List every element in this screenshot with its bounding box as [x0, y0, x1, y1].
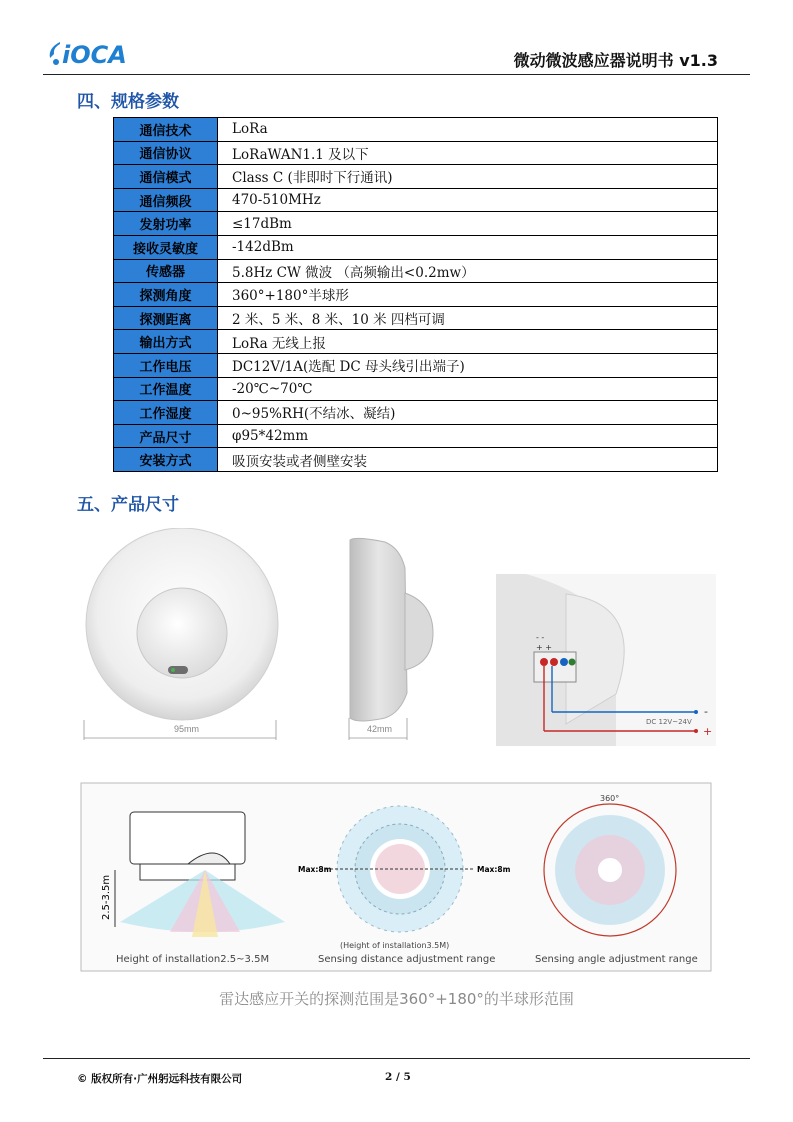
- installation-height-sub-caption: (Height of installation3.5M): [340, 941, 450, 950]
- spec-key: 通信技术: [114, 118, 218, 142]
- spec-value: φ95*42mm: [218, 424, 718, 448]
- wiring-view: [496, 574, 716, 746]
- dimension-height: 42mm: [367, 724, 393, 734]
- spec-row: [114, 401, 718, 425]
- spec-value: 吸顶安装或者侧壁安装: [218, 448, 718, 472]
- spec-value: 360°+180°半球形: [218, 283, 718, 307]
- spec-key: 产品尺寸: [114, 424, 218, 448]
- spec-value: LoRa 无线上报: [218, 330, 718, 354]
- spec-key: 工作电压: [114, 353, 218, 377]
- spec-key: 通信模式: [114, 165, 218, 189]
- wire-neg-sign: -: [704, 705, 708, 718]
- spec-row: [114, 448, 718, 472]
- dimension-diameter: 95mm: [174, 724, 200, 734]
- spec-key: 发射功率: [114, 212, 218, 236]
- logo-dot-icon: [53, 59, 59, 65]
- spec-key: 通信频段: [114, 188, 218, 212]
- logo-swoosh-icon: [50, 42, 60, 58]
- dome-shape: [137, 588, 227, 678]
- spec-row: [114, 259, 718, 283]
- voltage-label: DC 12V~24V: [646, 718, 692, 726]
- spec-key: 输出方式: [114, 330, 218, 354]
- side-dome-shape: [405, 593, 433, 670]
- spec-row: [114, 212, 718, 236]
- spec-row: [114, 165, 718, 189]
- document-title: 微动微波感应器说明书 v1.3: [513, 51, 718, 70]
- spec-value: ≤17dBm: [218, 212, 718, 236]
- spec-value: 0~95%RH(不结冰、凝结): [218, 401, 718, 425]
- spec-key: 接收灵敏度: [114, 235, 218, 259]
- max-left-label: Max:8m: [298, 865, 332, 874]
- spec-key: 探测角度: [114, 283, 218, 307]
- spec-key: 传感器: [114, 259, 218, 283]
- wire-pos-sign: +: [703, 725, 713, 738]
- side-body-shape: [350, 538, 407, 721]
- spec-row: [114, 283, 718, 307]
- height-range-label: 2.5-3.5m: [101, 874, 112, 920]
- product-side-view: [345, 528, 445, 743]
- spec-value: 5.8Hz CW 微波 （高频输出<0.2mw）: [218, 259, 718, 283]
- spec-row: [114, 118, 718, 142]
- footer-divider: [43, 1058, 750, 1059]
- logo-text: iOCA: [62, 41, 127, 69]
- section-title-specs: 四、规格参数: [77, 92, 179, 112]
- footer-page-number: 2 / 5: [385, 1071, 411, 1083]
- spec-row: [114, 377, 718, 401]
- spec-value: Class C (非即时下行通讯): [218, 165, 718, 189]
- spec-value: -142dBm: [218, 235, 718, 259]
- spec-value: LoRaWAN1.1 及以下: [218, 141, 718, 165]
- spec-key: 工作湿度: [114, 401, 218, 425]
- header-divider: [43, 74, 750, 75]
- max-right-label: Max:8m: [477, 865, 511, 874]
- spec-key: 工作温度: [114, 377, 218, 401]
- spec-row: [114, 353, 718, 377]
- section-title-dimensions: 五、产品尺寸: [77, 495, 179, 515]
- spec-key: 探测距离: [114, 306, 218, 330]
- spec-value: -20℃~70℃: [218, 377, 718, 401]
- caption-sensing-distance: Sensing distance adjustment range: [318, 954, 496, 965]
- spec-key: 安装方式: [114, 448, 218, 472]
- spec-row: [114, 306, 718, 330]
- caption-sensing-angle: Sensing angle adjustment range: [535, 954, 698, 965]
- spec-row: [114, 424, 718, 448]
- detection-diagram: [80, 782, 712, 972]
- footer-copyright: © 版权所有·广州躬远科技有限公司: [77, 1073, 243, 1085]
- spec-row: [114, 330, 718, 354]
- spec-value: 2 米、5 米、8 米、10 米 四档可调: [218, 306, 718, 330]
- terminal-plus-label: + +: [536, 643, 552, 652]
- spec-value: DC12V/1A(选配 DC 母头线引出端子): [218, 353, 718, 377]
- ioca-logo: [46, 38, 156, 70]
- spec-value: LoRa: [218, 118, 718, 142]
- terminal-minus-label: - -: [536, 633, 545, 642]
- spec-row: [114, 235, 718, 259]
- angle-label: 360°: [600, 794, 620, 803]
- product-top-view: [78, 528, 283, 743]
- spec-key: 通信协议: [114, 141, 218, 165]
- spec-row: [114, 141, 718, 165]
- caption-installation-height: Height of installation2.5~3.5M: [116, 954, 270, 965]
- detection-range-caption: 雷达感应开关的探测范围是360°+180°的半球形范围: [219, 990, 574, 1008]
- terminal-block: [534, 652, 576, 682]
- spec-value: 470-510MHz: [218, 188, 718, 212]
- spec-row: [114, 188, 718, 212]
- spec-table: [113, 117, 718, 472]
